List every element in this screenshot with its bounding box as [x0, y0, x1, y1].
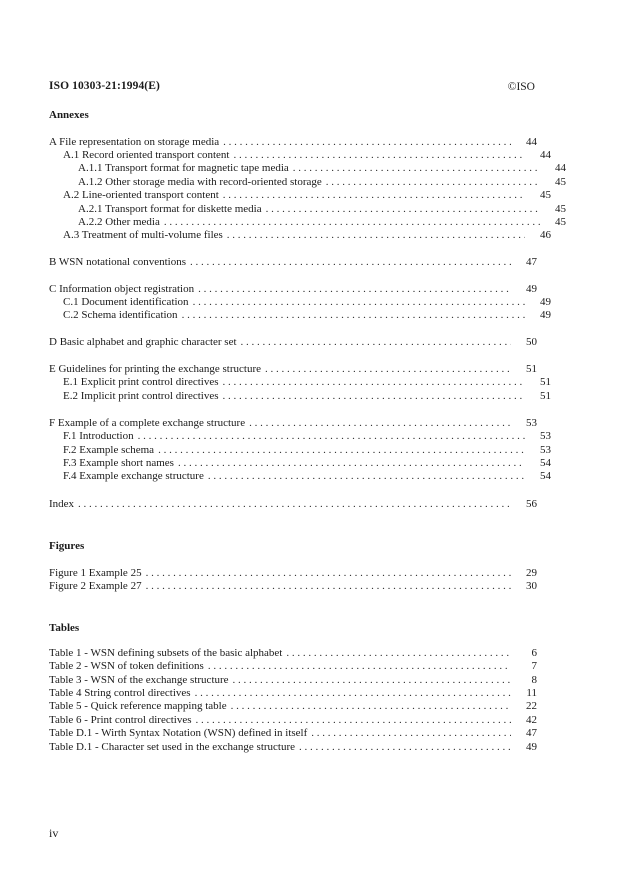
toc-entry[interactable]: E Guidelines for printing the exchange structure . . . 51 [49, 363, 537, 377]
toc-entry[interactable]: Table 4 String control directives . . . 11 [49, 687, 537, 701]
page-number: iv [49, 826, 59, 840]
toc-entry[interactable]: A.1.2 Other storage media with record-oriented storage . . . 45 [49, 176, 566, 190]
toc-entry[interactable]: Table 1 - WSN defining subsets of the basic alphabet . . . 6 [49, 647, 537, 661]
toc-entry[interactable]: D Basic alphabet and graphic character set . . . 50 [49, 336, 537, 350]
toc-entry[interactable]: Index . . . 56 [49, 498, 537, 512]
toc-entry[interactable]: A File representation on storage media . . . 44 [49, 136, 537, 150]
toc-entry[interactable]: Table 3 - WSN of the exchange structure . . . 8 [49, 674, 537, 688]
figures-heading: Figures [49, 540, 85, 552]
toc-entry[interactable]: F.2 Example schema . . . 53 [49, 444, 551, 458]
toc-entry[interactable]: Table D.1 - Wirth Syntax Notation (WSN) defined in itself . . . 47 [49, 727, 537, 741]
toc-entry[interactable]: F.3 Example short names . . . 54 [49, 457, 551, 471]
toc-entry[interactable]: A.3 Treatment of multi-volume files . . . 46 [49, 229, 551, 243]
header-document-id: ISO 10303-21:1994(E) [49, 80, 160, 92]
annexes-heading: Annexes [49, 109, 89, 121]
toc-entry[interactable]: E.2 Implicit print control directives . . . 51 [49, 390, 551, 404]
header-copyright: ©ISO [507, 81, 535, 93]
toc-entry[interactable]: C.2 Schema identification . . . 49 [49, 309, 551, 323]
toc-entry[interactable]: C Information object registration . . . 49 [49, 283, 537, 297]
toc-entry[interactable]: Table 6 - Print control directives . . . 42 [49, 714, 537, 728]
toc-entry[interactable]: A.2.2 Other media . . . 45 [49, 216, 566, 230]
toc-entry[interactable]: Table 5 - Quick reference mapping table . . . 22 [49, 700, 537, 714]
toc-entry[interactable]: A.2 Line-oriented transport content . . . 45 [49, 189, 551, 203]
tables-heading: Tables [49, 622, 80, 634]
toc-entry[interactable]: Figure 1 Example 25 . . . 29 [49, 567, 537, 581]
toc-entry[interactable]: A.1.1 Transport format for magnetic tape media . . . 44 [49, 162, 566, 176]
toc-entry[interactable]: C.1 Document identification . . . 49 [49, 296, 551, 310]
toc-entry[interactable]: A.1 Record oriented transport content . . . 44 [49, 149, 551, 163]
toc-entry[interactable]: A.2.1 Transport format for diskette media . . . 45 [49, 203, 566, 217]
toc-entry[interactable]: F.4 Example exchange structure . . . 54 [49, 470, 551, 484]
toc-entry[interactable]: E.1 Explicit print control directives . . . 51 [49, 376, 551, 390]
toc-entry[interactable]: F Example of a complete exchange structure . . . 53 [49, 417, 537, 431]
toc-entry[interactable]: Table 2 - WSN of token definitions . . . 7 [49, 660, 537, 674]
toc-entry[interactable]: Figure 2 Example 27 . . . 30 [49, 580, 537, 594]
toc-entry[interactable]: B WSN notational conventions . . . 47 [49, 256, 537, 270]
toc-entry[interactable]: Table D.1 - Character set used in the exchange structure . . . 49 [49, 741, 537, 755]
toc-entry[interactable]: F.1 Introduction . . . 53 [49, 430, 551, 444]
